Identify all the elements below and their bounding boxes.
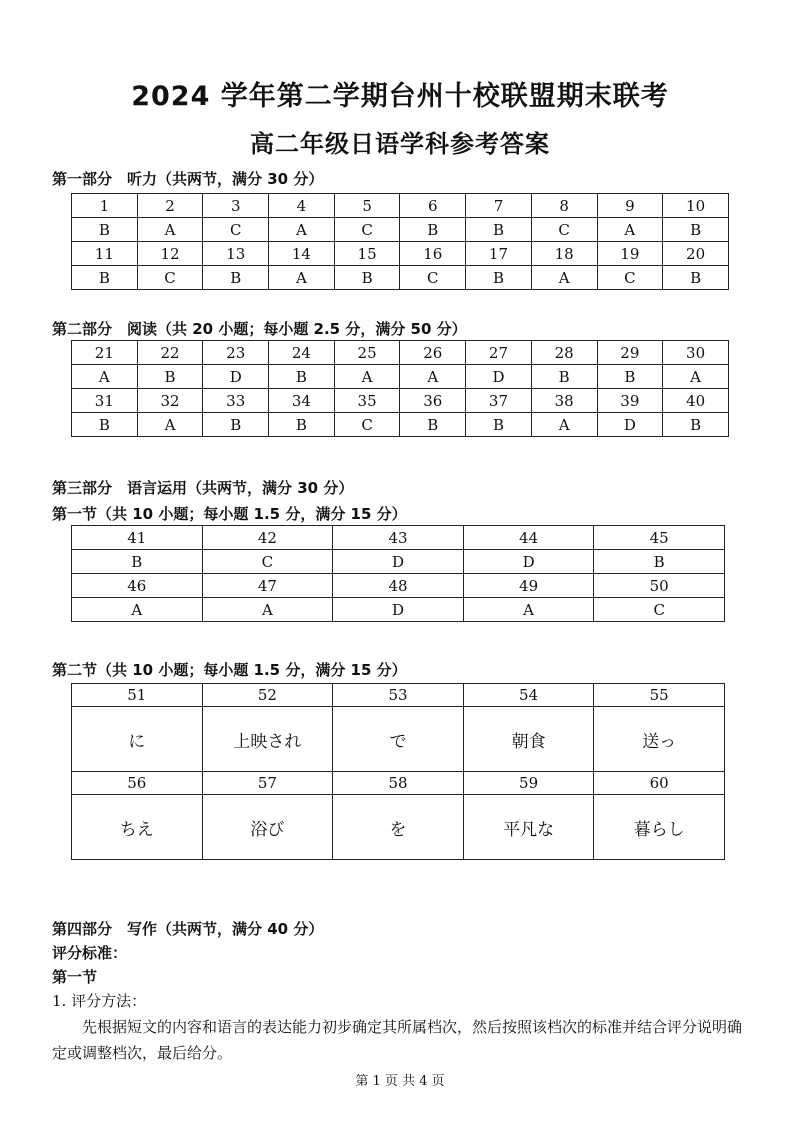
table-row bbox=[72, 341, 729, 365]
question-number: 5 bbox=[334, 194, 400, 218]
question-number: 18 bbox=[531, 242, 597, 266]
answer-cell: B bbox=[597, 365, 663, 389]
question-number: 50 bbox=[594, 574, 725, 598]
question-number: 60 bbox=[594, 772, 725, 795]
answer-cell: B bbox=[400, 413, 466, 437]
table-row bbox=[72, 707, 725, 772]
answer-cell: C bbox=[334, 413, 400, 437]
answer-cell: A bbox=[531, 266, 597, 290]
question-number: 49 bbox=[463, 574, 594, 598]
question-number: 15 bbox=[334, 242, 400, 266]
answer-cell: B bbox=[72, 413, 138, 437]
part3-section1-heading: 第一节（共 10 小题；每小题 1.5 分，满分 15 分） bbox=[52, 505, 407, 523]
answer-cell: A bbox=[202, 598, 333, 622]
question-number: 2 bbox=[137, 194, 203, 218]
answer-cell: B bbox=[203, 266, 269, 290]
answer-cell: C bbox=[202, 550, 333, 574]
question-number: 27 bbox=[466, 341, 532, 365]
answer-cell: B bbox=[72, 266, 138, 290]
answer-cell: 暮らし bbox=[594, 795, 725, 860]
answer-cell: A bbox=[334, 365, 400, 389]
table-row bbox=[72, 550, 725, 574]
question-number: 30 bbox=[663, 341, 729, 365]
answer-cell: D bbox=[466, 365, 532, 389]
question-number: 13 bbox=[203, 242, 269, 266]
answer-cell: C bbox=[203, 218, 269, 242]
answer-cell: D bbox=[597, 413, 663, 437]
answer-cell: B bbox=[72, 218, 138, 242]
question-number: 17 bbox=[466, 242, 532, 266]
answer-cell: B bbox=[466, 413, 532, 437]
language-use-section2-table bbox=[71, 683, 725, 860]
question-number: 16 bbox=[400, 242, 466, 266]
question-number: 4 bbox=[269, 194, 335, 218]
question-number: 34 bbox=[269, 389, 335, 413]
question-number: 8 bbox=[531, 194, 597, 218]
answer-cell: A bbox=[663, 365, 729, 389]
document-title: 2024 学年第二学期台州十校联盟期末联考 bbox=[131, 81, 669, 112]
table-row bbox=[72, 194, 729, 218]
answer-cell: D bbox=[333, 550, 464, 574]
page-footer: 第 1 页 共 4 页 bbox=[355, 1074, 445, 1089]
answer-cell: B bbox=[466, 266, 532, 290]
answer-cell: D bbox=[333, 598, 464, 622]
table-row bbox=[72, 365, 729, 389]
question-number: 29 bbox=[597, 341, 663, 365]
answer-cell: C bbox=[594, 598, 725, 622]
question-number: 58 bbox=[333, 772, 464, 795]
part4-heading: 第四部分 写作（共两节，满分 40 分） bbox=[52, 920, 324, 938]
table-row bbox=[72, 389, 729, 413]
answer-cell: C bbox=[334, 218, 400, 242]
question-number: 9 bbox=[597, 194, 663, 218]
answer-cell: B bbox=[203, 413, 269, 437]
answer-cell: B bbox=[594, 550, 725, 574]
question-number: 40 bbox=[663, 389, 729, 413]
answer-cell: ちえ bbox=[72, 795, 203, 860]
answer-cell: B bbox=[269, 365, 335, 389]
question-number: 38 bbox=[531, 389, 597, 413]
table-row bbox=[72, 413, 729, 437]
document-subtitle: 高二年级日语学科参考答案 bbox=[250, 130, 550, 158]
answer-cell: B bbox=[400, 218, 466, 242]
answer-cell: C bbox=[531, 218, 597, 242]
answer-cell: D bbox=[203, 365, 269, 389]
question-number: 45 bbox=[594, 526, 725, 550]
answer-cell: A bbox=[72, 598, 203, 622]
answer-cell: に bbox=[72, 707, 203, 772]
answer-cell: A bbox=[137, 413, 203, 437]
answer-cell: C bbox=[400, 266, 466, 290]
question-number: 41 bbox=[72, 526, 203, 550]
answer-cell: 上映され bbox=[202, 707, 333, 772]
part3-heading: 第三部分 语言运用（共两节，满分 30 分） bbox=[52, 479, 354, 497]
method-paragraph: 先根据短文的内容和语言的表达能力初步确定其所属档次，然后按照该档次的标准并结合评分说明确定或调整档次，最后给分。 bbox=[52, 1018, 743, 1062]
question-number: 14 bbox=[269, 242, 335, 266]
answer-cell: B bbox=[663, 218, 729, 242]
table-row bbox=[72, 684, 725, 707]
answer-cell: で bbox=[333, 707, 464, 772]
answer-cell: A bbox=[72, 365, 138, 389]
table-row bbox=[72, 598, 725, 622]
question-number: 46 bbox=[72, 574, 203, 598]
question-number: 20 bbox=[663, 242, 729, 266]
question-number: 25 bbox=[334, 341, 400, 365]
criteria-label: 评分标准： bbox=[52, 944, 128, 962]
part2-heading: 第二部分 阅读（共 20 小题；每小题 2.5 分，满分 50 分） bbox=[52, 320, 467, 338]
question-number: 10 bbox=[663, 194, 729, 218]
part3-section2-heading: 第二节（共 10 小题；每小题 1.5 分，满分 15 分） bbox=[52, 661, 407, 679]
question-number: 42 bbox=[202, 526, 333, 550]
question-number: 32 bbox=[137, 389, 203, 413]
answer-cell: B bbox=[137, 365, 203, 389]
question-number: 43 bbox=[333, 526, 464, 550]
answer-cell: を bbox=[333, 795, 464, 860]
answer-cell: D bbox=[463, 550, 594, 574]
table-row bbox=[72, 772, 725, 795]
table-row bbox=[72, 242, 729, 266]
question-number: 53 bbox=[333, 684, 464, 707]
answer-cell: A bbox=[400, 365, 466, 389]
question-number: 21 bbox=[72, 341, 138, 365]
answer-cell: A bbox=[597, 218, 663, 242]
table-row bbox=[72, 526, 725, 550]
question-number: 23 bbox=[203, 341, 269, 365]
answer-cell: C bbox=[137, 266, 203, 290]
answer-cell: B bbox=[466, 218, 532, 242]
question-number: 26 bbox=[400, 341, 466, 365]
question-number: 11 bbox=[72, 242, 138, 266]
method-label: 1. 评分方法： bbox=[52, 992, 147, 1010]
table-row bbox=[72, 266, 729, 290]
question-number: 59 bbox=[463, 772, 594, 795]
question-number: 12 bbox=[137, 242, 203, 266]
question-number: 28 bbox=[531, 341, 597, 365]
question-number: 48 bbox=[333, 574, 464, 598]
answer-cell: B bbox=[269, 413, 335, 437]
question-number: 54 bbox=[463, 684, 594, 707]
question-number: 31 bbox=[72, 389, 138, 413]
question-number: 47 bbox=[202, 574, 333, 598]
table-row bbox=[72, 218, 729, 242]
answer-cell: B bbox=[531, 365, 597, 389]
question-number: 7 bbox=[466, 194, 532, 218]
question-number: 35 bbox=[334, 389, 400, 413]
question-number: 24 bbox=[269, 341, 335, 365]
question-number: 1 bbox=[72, 194, 138, 218]
question-number: 33 bbox=[203, 389, 269, 413]
question-number: 44 bbox=[463, 526, 594, 550]
answer-cell: A bbox=[463, 598, 594, 622]
part4-section1-label: 第一节 bbox=[52, 968, 98, 986]
question-number: 36 bbox=[400, 389, 466, 413]
part1-heading: 第一部分 听力（共两节，满分 30 分） bbox=[52, 170, 324, 188]
answer-cell: A bbox=[269, 218, 335, 242]
answer-cell: B bbox=[663, 266, 729, 290]
question-number: 39 bbox=[597, 389, 663, 413]
question-number: 6 bbox=[400, 194, 466, 218]
question-number: 37 bbox=[466, 389, 532, 413]
question-number: 56 bbox=[72, 772, 203, 795]
listening-answer-table bbox=[71, 193, 729, 290]
question-number: 3 bbox=[203, 194, 269, 218]
answer-cell: B bbox=[72, 550, 203, 574]
reading-answer-table bbox=[71, 340, 729, 437]
question-number: 57 bbox=[202, 772, 333, 795]
answer-cell: 朝食 bbox=[463, 707, 594, 772]
question-number: 51 bbox=[72, 684, 203, 707]
table-row bbox=[72, 574, 725, 598]
question-number: 52 bbox=[202, 684, 333, 707]
language-use-section1-table bbox=[71, 525, 725, 622]
question-number: 19 bbox=[597, 242, 663, 266]
answer-cell: A bbox=[137, 218, 203, 242]
table-row bbox=[72, 795, 725, 860]
question-number: 22 bbox=[137, 341, 203, 365]
answer-cell: C bbox=[597, 266, 663, 290]
answer-cell: 平凡な bbox=[463, 795, 594, 860]
question-number: 55 bbox=[594, 684, 725, 707]
answer-cell: B bbox=[334, 266, 400, 290]
answer-cell: 浴び bbox=[202, 795, 333, 860]
answer-cell: A bbox=[531, 413, 597, 437]
answer-cell: 送っ bbox=[594, 707, 725, 772]
answer-cell: A bbox=[269, 266, 335, 290]
answer-cell: B bbox=[663, 413, 729, 437]
